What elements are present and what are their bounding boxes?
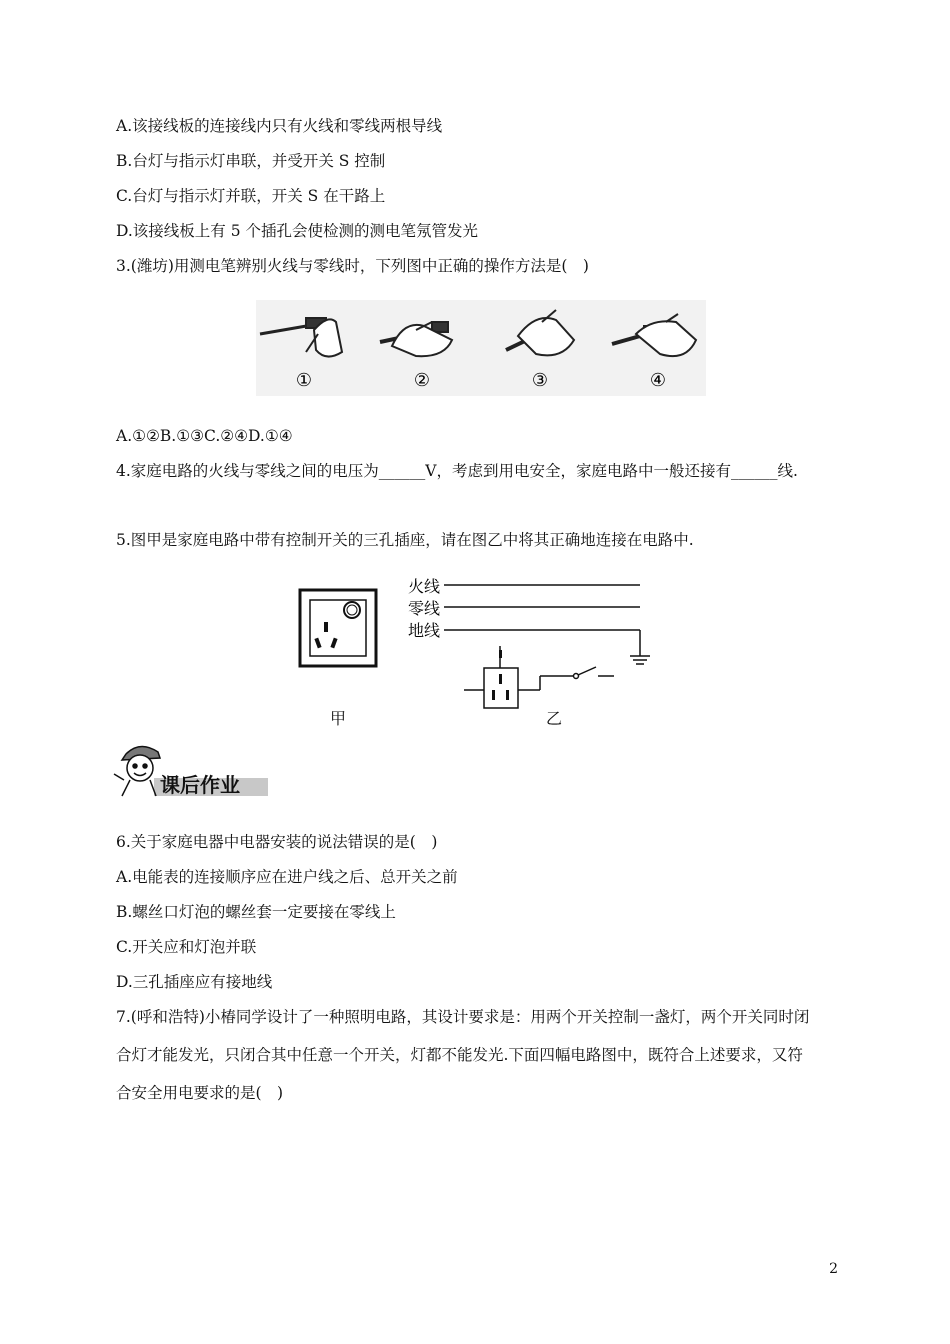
- q7-line-2: 合灯才能发光，只闭合其中任意一个开关，灯都不能发光.下面四幅电路图中，既符合上述要求，又符: [116, 1046, 803, 1064]
- page-number: 2: [829, 1261, 838, 1277]
- q4-stem: 4.家庭电路的火线与零线之间的电压为______V，考虑到用电安全，家庭电路中一般还接有______线.: [116, 462, 798, 480]
- live-wire-label: 火线: [408, 577, 441, 596]
- q6-option-b: B.螺丝口灯泡的螺丝套一定要接在零线上: [116, 903, 396, 921]
- q6-option-c: C.开关应和灯泡并联: [116, 938, 257, 956]
- figure-label-3: ③: [531, 370, 549, 391]
- caption-b: 乙: [546, 709, 563, 728]
- q6-stem: 6.关于家庭电器中电器安装的说法错误的是( ): [116, 833, 438, 851]
- homework-banner-text: 课后作业: [160, 773, 240, 797]
- figure-label-1: ①: [295, 370, 313, 391]
- q2-option-a: A.该接线板的连接线内只有火线和零线两根导线: [116, 117, 443, 135]
- switch-symbol: [578, 667, 596, 675]
- q7-line-1: 7.(呼和浩特)小椿同学设计了一种照明电路，其设计要求是：用两个开关控制一盏灯，两个开关同时闭: [116, 1008, 810, 1026]
- q3-options: A.①②B.①③C.②④D.①④: [116, 427, 293, 445]
- socket-figure-a: [298, 588, 378, 668]
- figure-label-4: ④: [649, 370, 667, 391]
- caption-a: 甲: [330, 709, 347, 728]
- test-pen-figure: [256, 300, 706, 396]
- q2-option-d: D.该接线板上有 5 个插孔会使检测的测电笔氖管发光: [116, 222, 479, 240]
- neutral-wire-label: 零线: [408, 599, 441, 618]
- q2-option-c: C.台灯与指示灯并联，开关 S 在干路上: [116, 187, 386, 205]
- ground-wire-label: 地线: [408, 621, 441, 640]
- cartoon-boy-icon: [114, 746, 160, 796]
- q6-option-a: A.电能表的连接顺序应在进户线之后、总开关之前: [116, 868, 458, 886]
- q3-stem: 3.(潍坊)用测电笔辨别火线与零线时，下列图中正确的操作方法是( ): [116, 257, 589, 275]
- homework-banner: [110, 740, 270, 802]
- figure-label-2: ②: [413, 370, 431, 391]
- q7-line-3: 合安全用电要求的是( ): [116, 1084, 284, 1102]
- q6-option-d: D.三孔插座应有接地线: [116, 973, 273, 991]
- q2-option-b: B.台灯与指示灯串联，并受开关 S 控制: [116, 152, 386, 170]
- circuit-figure-b: [404, 574, 664, 714]
- q5-stem: 5.图甲是家庭电路中带有控制开关的三孔插座，请在图乙中将其正确地连接在电路中.: [116, 531, 694, 549]
